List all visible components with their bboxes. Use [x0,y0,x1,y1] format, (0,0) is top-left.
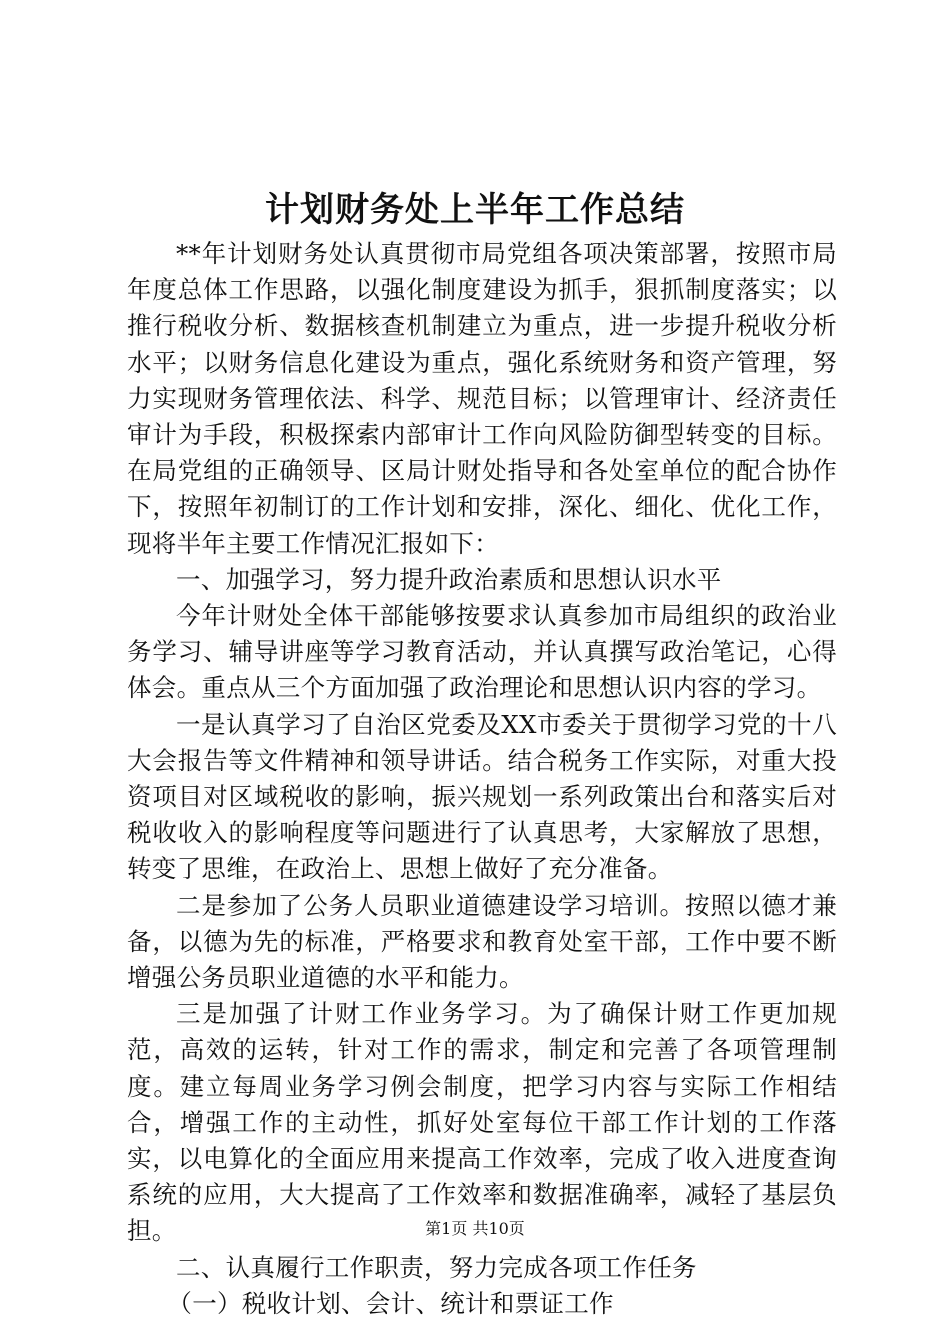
study-point-1: 一是认真学习了自治区党委及XX市委关于贯彻学习党的十八大会报告等文件精神和领导讲话。结合税务工作实际，对重大投资项目对区域税收的影响，振兴规划一系列政策出台和落实后对税收收入的影响程度等问题进行了认真思考，大家解放了思想，转变了思维，在政治上、思想上做好了充分准备。 [127,709,837,884]
study-paragraph: 今年计财处全体干部能够按要求认真参加市局组织的政治业务学习、辅导讲座等学习教育活动，并认真撰写政治笔记，心得体会。重点从三个方面加强了政治理论和思想认识内容的学习。 [127,601,837,703]
section-heading-2: 二、认真履行工作职责，努力完成各项工作任务 [176,1252,697,1282]
document-body [127,236,837,1322]
intro-paragraph: **年计划财务处认真贯彻市局党组各项决策部署，按照市局年度总体工作思路，以强化制度建设为抓手，狠抓制度落实；以推行税收分析、数据核查机制建立为重点，进一步提升税收分析水平；以财务信息化建设为重点，强化系统财务和资产管理，努力实现财务管理依法、科学、规范目标；以管理审计、经济责任审计为手段，积极探索内部审计工作向风险防御型转变的目标。在局党组的正确领导、区局计财处指导和各处室单位的配合协作下，按照年初制订的工作计划和安排，深化、细化、优化工作，现将半年主要工作情况汇报如下： [127,239,837,558]
document-title: 计划财务处上半年工作总结 [265,190,685,230]
study-point-2: 二是参加了公务人员职业道德建设学习培训。按照以德才兼备，以德为先的标准，严格要求和教育处室干部，工作中要不断增强公务员职业道德的水平和能力。 [127,890,837,993]
subsection-heading-1: （一）税收计划、会计、统计和票证工作 [167,1288,614,1318]
study-point-3: 三是加强了计财工作业务学习。为了确保计财工作更加规范，高效的运转，针对工作的需求，制定和完善了各项管理制度。建立每周业务学习例会制度，把学习内容与实际工作相结合，增强工作的主动性，抓好处室每位干部工作计划的工作落实，以电算化的全面应用来提高工作效率，完成了收入进度查询系统的应用，大大提高了工作效率和数据准确率，减轻了基层负担。 [127,999,837,1246]
page-footer: 第1页 共10页 [425,1219,525,1238]
section-heading-1: 一、加强学习，努力提升政治素质和思想认识水平 [176,564,722,594]
